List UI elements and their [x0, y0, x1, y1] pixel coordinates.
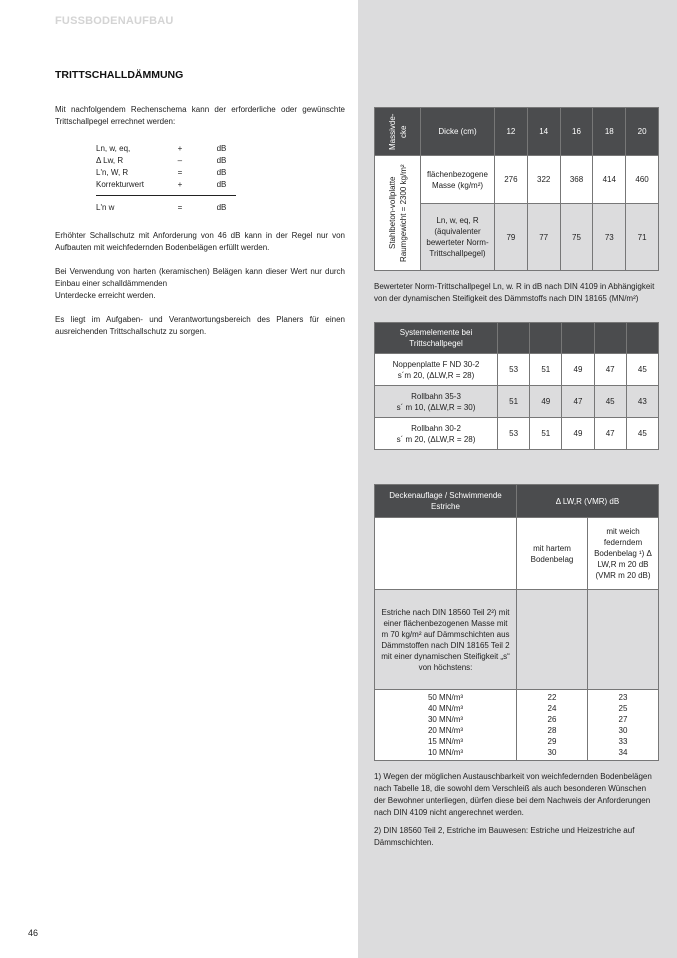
stiffness-value: 28 [547, 726, 557, 735]
row-label-2: s´ m 10, (ΔLW,R = 30) [396, 402, 476, 412]
stiffness-value: 22 [547, 693, 557, 702]
col-header: 12 [495, 108, 528, 156]
corner-header [375, 108, 421, 156]
cell: 47 [562, 386, 594, 418]
calculation-scheme [96, 143, 236, 214]
stiffness-value: 15 MN/m³ [427, 737, 464, 746]
system-elements-table [374, 322, 659, 450]
empty-header [498, 323, 530, 354]
table1-caption: Bewerteter Norm-Trittschallpegel Ln, w. R in dB nach DIN 4109 in Abhängigkeit von der dynamischen Steifigkeit des Dämmstoffs nach DIN 18165 (MN/m²) [374, 282, 655, 303]
cell: 77 [527, 204, 560, 271]
stiffness-value: 30 [547, 748, 557, 757]
footnote-2: 2) DIN 18560 Teil 2, Estriche im Bauwesen: Estriche und Heizestriche auf Dämmschichten. [374, 826, 635, 847]
soft-values-column [588, 690, 659, 761]
table-row [375, 518, 659, 590]
table-row [375, 590, 659, 690]
cell: 43 [626, 386, 658, 418]
stiffness-value: 30 MN/m³ [427, 715, 464, 724]
col-header: 16 [560, 108, 593, 156]
stiffness-value: 25 [618, 704, 628, 713]
intro-text: Mit nachfolgendem Rechenschema kann der erforderliche oder gewünschte Trittschallpegel errechnet werden: [55, 105, 345, 126]
cell: 71 [626, 204, 659, 271]
cell: 53 [498, 418, 530, 450]
row-label: Ln, w, eq, R (äquivalenter bewerteter Norm-Trittschallpegel) [421, 204, 495, 271]
paragraph-2 [55, 266, 345, 302]
stiffness-value: 23 [618, 693, 628, 702]
paragraph-2b: Unterdecke erreicht werden. [55, 291, 156, 300]
calc-op: + [177, 180, 183, 189]
cell: 45 [626, 354, 658, 386]
stiffness-value: 50 MN/m³ [427, 693, 464, 702]
page-title: TRITTSCHALLDÄMMUNG [55, 69, 184, 81]
cell: 51 [498, 386, 530, 418]
calc-op: + [177, 144, 183, 153]
col-header: 14 [527, 108, 560, 156]
empty-cell [375, 518, 517, 590]
table-row [375, 386, 659, 418]
screed-description: Estriche nach DIN 18560 Teil 2²) mit einer flächenbezogenen Masse mit m 70 kg/m² auf Dämmschichten aus Dämmstoffen nach DIN 18165 Teil 2 mit einer dynamischen Steifigkeit „s“ von höchstens: [375, 590, 517, 690]
cell: 79 [495, 204, 528, 271]
stiffness-value: 27 [618, 715, 628, 724]
row-label [375, 386, 498, 418]
table-row [375, 354, 659, 386]
cell: 53 [498, 354, 530, 386]
right-column [374, 107, 659, 849]
calc-term: Δ Lw, R [96, 156, 124, 165]
section-header: FUSSBODENAUFBAU [55, 15, 174, 27]
mass-table [374, 107, 659, 271]
cell: 51 [530, 354, 562, 386]
paragraph-2a: Bei Verwendung von harten (keramischen) Belägen kann dieser Wert nur durch Einbau einer schalldämmenden [55, 267, 345, 288]
calc-divider [96, 195, 236, 196]
side-label-text: Stahlbeton-vollplatte Raumgewicht = 2300 kg/m² [387, 164, 408, 262]
calc-op: = [177, 203, 183, 212]
cell: 51 [530, 418, 562, 450]
cell: 45 [626, 418, 658, 450]
cell: 45 [594, 386, 626, 418]
table-row [375, 156, 659, 204]
cell: 49 [530, 386, 562, 418]
table-row [375, 418, 659, 450]
calc-unit: dB [216, 144, 227, 153]
stiffness-column [375, 690, 517, 761]
calc-term: L'n w [96, 203, 115, 212]
paragraph-3: Es liegt im Aufgaben- und Verantwortungsbereich des Planers für einen ausreichenden Trittschallschutz zu sorgen. [55, 315, 345, 336]
calc-term: L'n, W, R [96, 168, 129, 177]
cell: 322 [527, 156, 560, 204]
paragraph-1: Erhöhter Schallschutz mit Anforderung von 46 dB kann in der Regel nur von Aufbauten mit weichfedernden Bodenbelägen erfüllt werden. [55, 231, 345, 252]
cell: 368 [560, 156, 593, 204]
cell: 47 [594, 418, 626, 450]
stiffness-value: 29 [547, 737, 557, 746]
cell: 49 [562, 418, 594, 450]
empty-header [594, 323, 626, 354]
col-label-header: Dicke (cm) [421, 108, 495, 156]
cell: 47 [594, 354, 626, 386]
row-label-1: Rollbahn 30-2 [411, 423, 461, 433]
calc-row [96, 167, 236, 179]
hard-floor-header: mit hartem Bodenbelag [517, 518, 588, 590]
calc-term: Ln, w, eq, [96, 144, 131, 153]
footnote-1: 1) Wegen der möglichen Austauschbarkeit von weichfedernden Bodenbelägen nach Tabelle 18, die sowohl dem Verschleiß als auch besonderen Wünschen der Bewohner unterliegen, dürfen diese bei dem Nachweis der Anforderungen nach DIN 4109 nicht angerechnet werden. [374, 772, 652, 817]
calc-result-row [96, 202, 236, 214]
row-label [375, 418, 498, 450]
empty-header [530, 323, 562, 354]
empty-cell [588, 590, 659, 690]
cell: 49 [562, 354, 594, 386]
empty-cell [517, 590, 588, 690]
row-label-1: Rollbahn 35-3 [411, 391, 461, 401]
calc-unit: dB [216, 203, 227, 212]
page-number: 46 [28, 928, 39, 938]
left-column [55, 104, 345, 338]
soft-floor-header: mit weich federndem Bodenbelag ¹) Δ LW,R m 20 dB (VMR m 20 dB) [588, 518, 659, 590]
row-label-1: Noppenplatte F ND 30-2 [392, 359, 480, 369]
corner-label: Massivde-cke [387, 113, 408, 150]
cell: 73 [593, 204, 626, 271]
col-header: 20 [626, 108, 659, 156]
stiffness-value: 34 [618, 748, 628, 757]
calc-term: Korrekturwert [96, 180, 145, 189]
stiffness-value: 30 [618, 726, 628, 735]
stiffness-value: 24 [547, 704, 557, 713]
table3-header-right: Δ LW,R (VMR) dB [517, 485, 659, 518]
calc-unit: dB [216, 156, 227, 165]
stiffness-value: 33 [618, 737, 628, 746]
side-label [375, 156, 421, 271]
stiffness-value: 40 MN/m³ [427, 704, 464, 713]
calc-op: = [177, 168, 183, 177]
cell: 460 [626, 156, 659, 204]
cell: 414 [593, 156, 626, 204]
cell: 75 [560, 204, 593, 271]
calc-op: – [177, 156, 183, 165]
hard-values-column [517, 690, 588, 761]
row-label-2: s´m 20, (ΔLW,R = 28) [397, 370, 475, 380]
calc-unit: dB [216, 168, 227, 177]
stiffness-value: 20 MN/m³ [427, 726, 464, 735]
calc-row [96, 179, 236, 191]
stiffness-value: 10 MN/m³ [427, 748, 464, 757]
stiffness-value: 26 [547, 715, 557, 724]
row-label: flächenbezogene Masse (kg/m²) [421, 156, 495, 204]
calc-row [96, 155, 236, 167]
table-row [375, 690, 659, 761]
cell: 276 [495, 156, 528, 204]
empty-header [626, 323, 658, 354]
calc-row [96, 143, 236, 155]
col-header: 18 [593, 108, 626, 156]
table3-header-left: Deckenauflage / Schwimmende Estriche [375, 485, 517, 518]
empty-header [562, 323, 594, 354]
row-label [375, 354, 498, 386]
row-label-2: s´ m 20, (ΔLW,R = 28) [396, 434, 476, 444]
table2-header: Systemelemente bei Trittschallpegel [375, 323, 498, 354]
calc-unit: dB [216, 180, 227, 189]
screed-table [374, 484, 659, 761]
